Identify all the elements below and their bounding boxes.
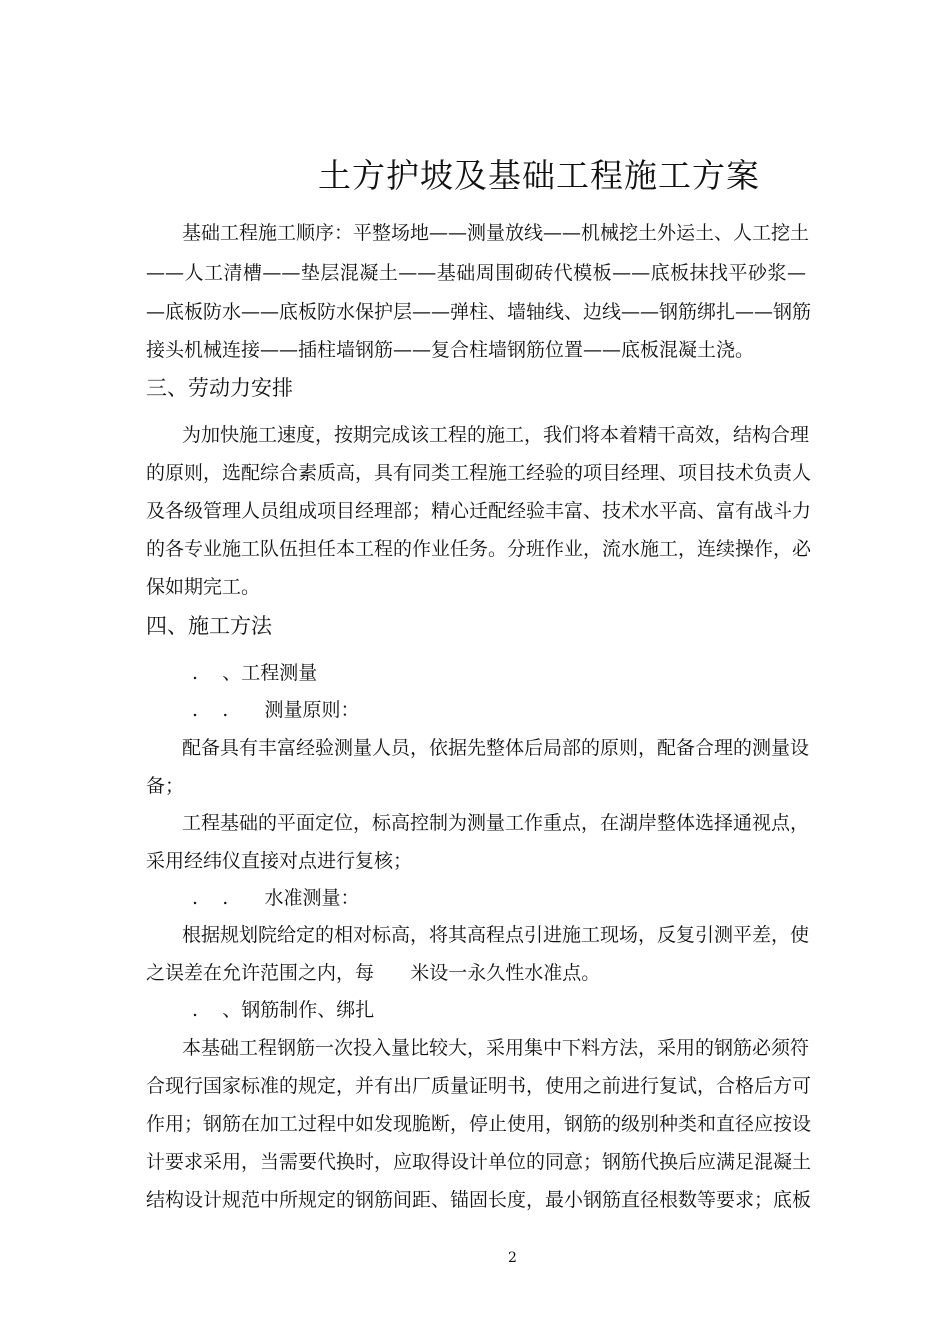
paragraph-line: 备； bbox=[146, 775, 185, 797]
subsection-heading: . . 水准测量： bbox=[192, 887, 360, 909]
paragraph-line: 合现行国家标准的规定，并有出厂质量证明书，使用之前进行复试，合格后方可 bbox=[146, 1075, 812, 1097]
section-heading: 三、劳动力安排 bbox=[146, 376, 293, 400]
document-title: 土方护坡及基础工程施工方案 bbox=[318, 156, 760, 195]
paragraph-line: 基础工程施工顺序：平整场地——测量放线——机械挖土外运土、人工挖土 bbox=[182, 222, 810, 244]
paragraph-line: 保如期完工。 bbox=[146, 576, 261, 598]
paragraph-line: —底板防水——底板防水保护层——弹柱、墙轴线、边线——钢筋绑扎——钢筋 bbox=[146, 301, 812, 323]
paragraph-line: 采用经纬仪直接对点进行复核； bbox=[146, 850, 413, 872]
paragraph-line: 作用；钢筋在加工过程中如发现脆断，停止使用，钢筋的级别种类和直径应按设 bbox=[146, 1113, 812, 1135]
paragraph-line: 之误差在允许范围之内，每 米设一永久性水准点。 bbox=[146, 962, 601, 984]
paragraph-line: 根据规划院给定的相对标高，将其高程点引进施工现场，反复引测平差，使 bbox=[182, 924, 810, 946]
page-number: 2 bbox=[508, 1250, 517, 1266]
subsection-heading: . 、钢筋制作、绑扎 bbox=[192, 999, 375, 1021]
subsection-heading: . . 测量原则： bbox=[192, 699, 360, 721]
paragraph-line: 的原则，选配综合素质高，具有同类工程施工经验的项目经理、项目技术负责人 bbox=[146, 462, 812, 484]
paragraph-line: 接头机械连接——插柱墙钢筋——复合柱墙钢筋位置——底板混凝土浇。 bbox=[146, 339, 755, 361]
subsection-heading: . 、工程测量 bbox=[192, 662, 318, 684]
paragraph-line: 本基础工程钢筋一次投入量比较大，采用集中下料方法，采用的钢筋必须符 bbox=[182, 1037, 810, 1059]
paragraph-line: 的各专业施工队伍担任本工程的作业任务。分班作业，流水施工，连续操作，必 bbox=[146, 538, 812, 560]
paragraph-line: 及各级管理人员组成项目经理部；精心迁配经验丰富、技术水平高、富有战斗力 bbox=[146, 500, 812, 522]
paragraph-line: 结构设计规范中所规定的钢筋间距、锚固长度，最小钢筋直径根数等要求；底板 bbox=[146, 1189, 812, 1211]
section-heading: 四、施工方法 bbox=[146, 614, 272, 638]
paragraph-line: 为加快施工速度，按期完成该工程的施工，我们将本着精干高效，结构合理 bbox=[182, 424, 810, 446]
paragraph-line: 计要求采用，当需要代换时，应取得设计单位的同意；钢筋代换后应满足混凝土 bbox=[146, 1151, 812, 1173]
paragraph-line: 工程基础的平面定位，标高控制为测量工作重点，在湖岸整体选择通视点， bbox=[182, 812, 810, 834]
paragraph-line: 配备具有丰富经验测量人员，依据先整体后局部的原则，配备合理的测量设 bbox=[182, 737, 810, 759]
paragraph-line: ——人工清槽——垫层混凝土——基础周围砌砖代模板——底板抹找平砂浆— bbox=[146, 262, 806, 284]
